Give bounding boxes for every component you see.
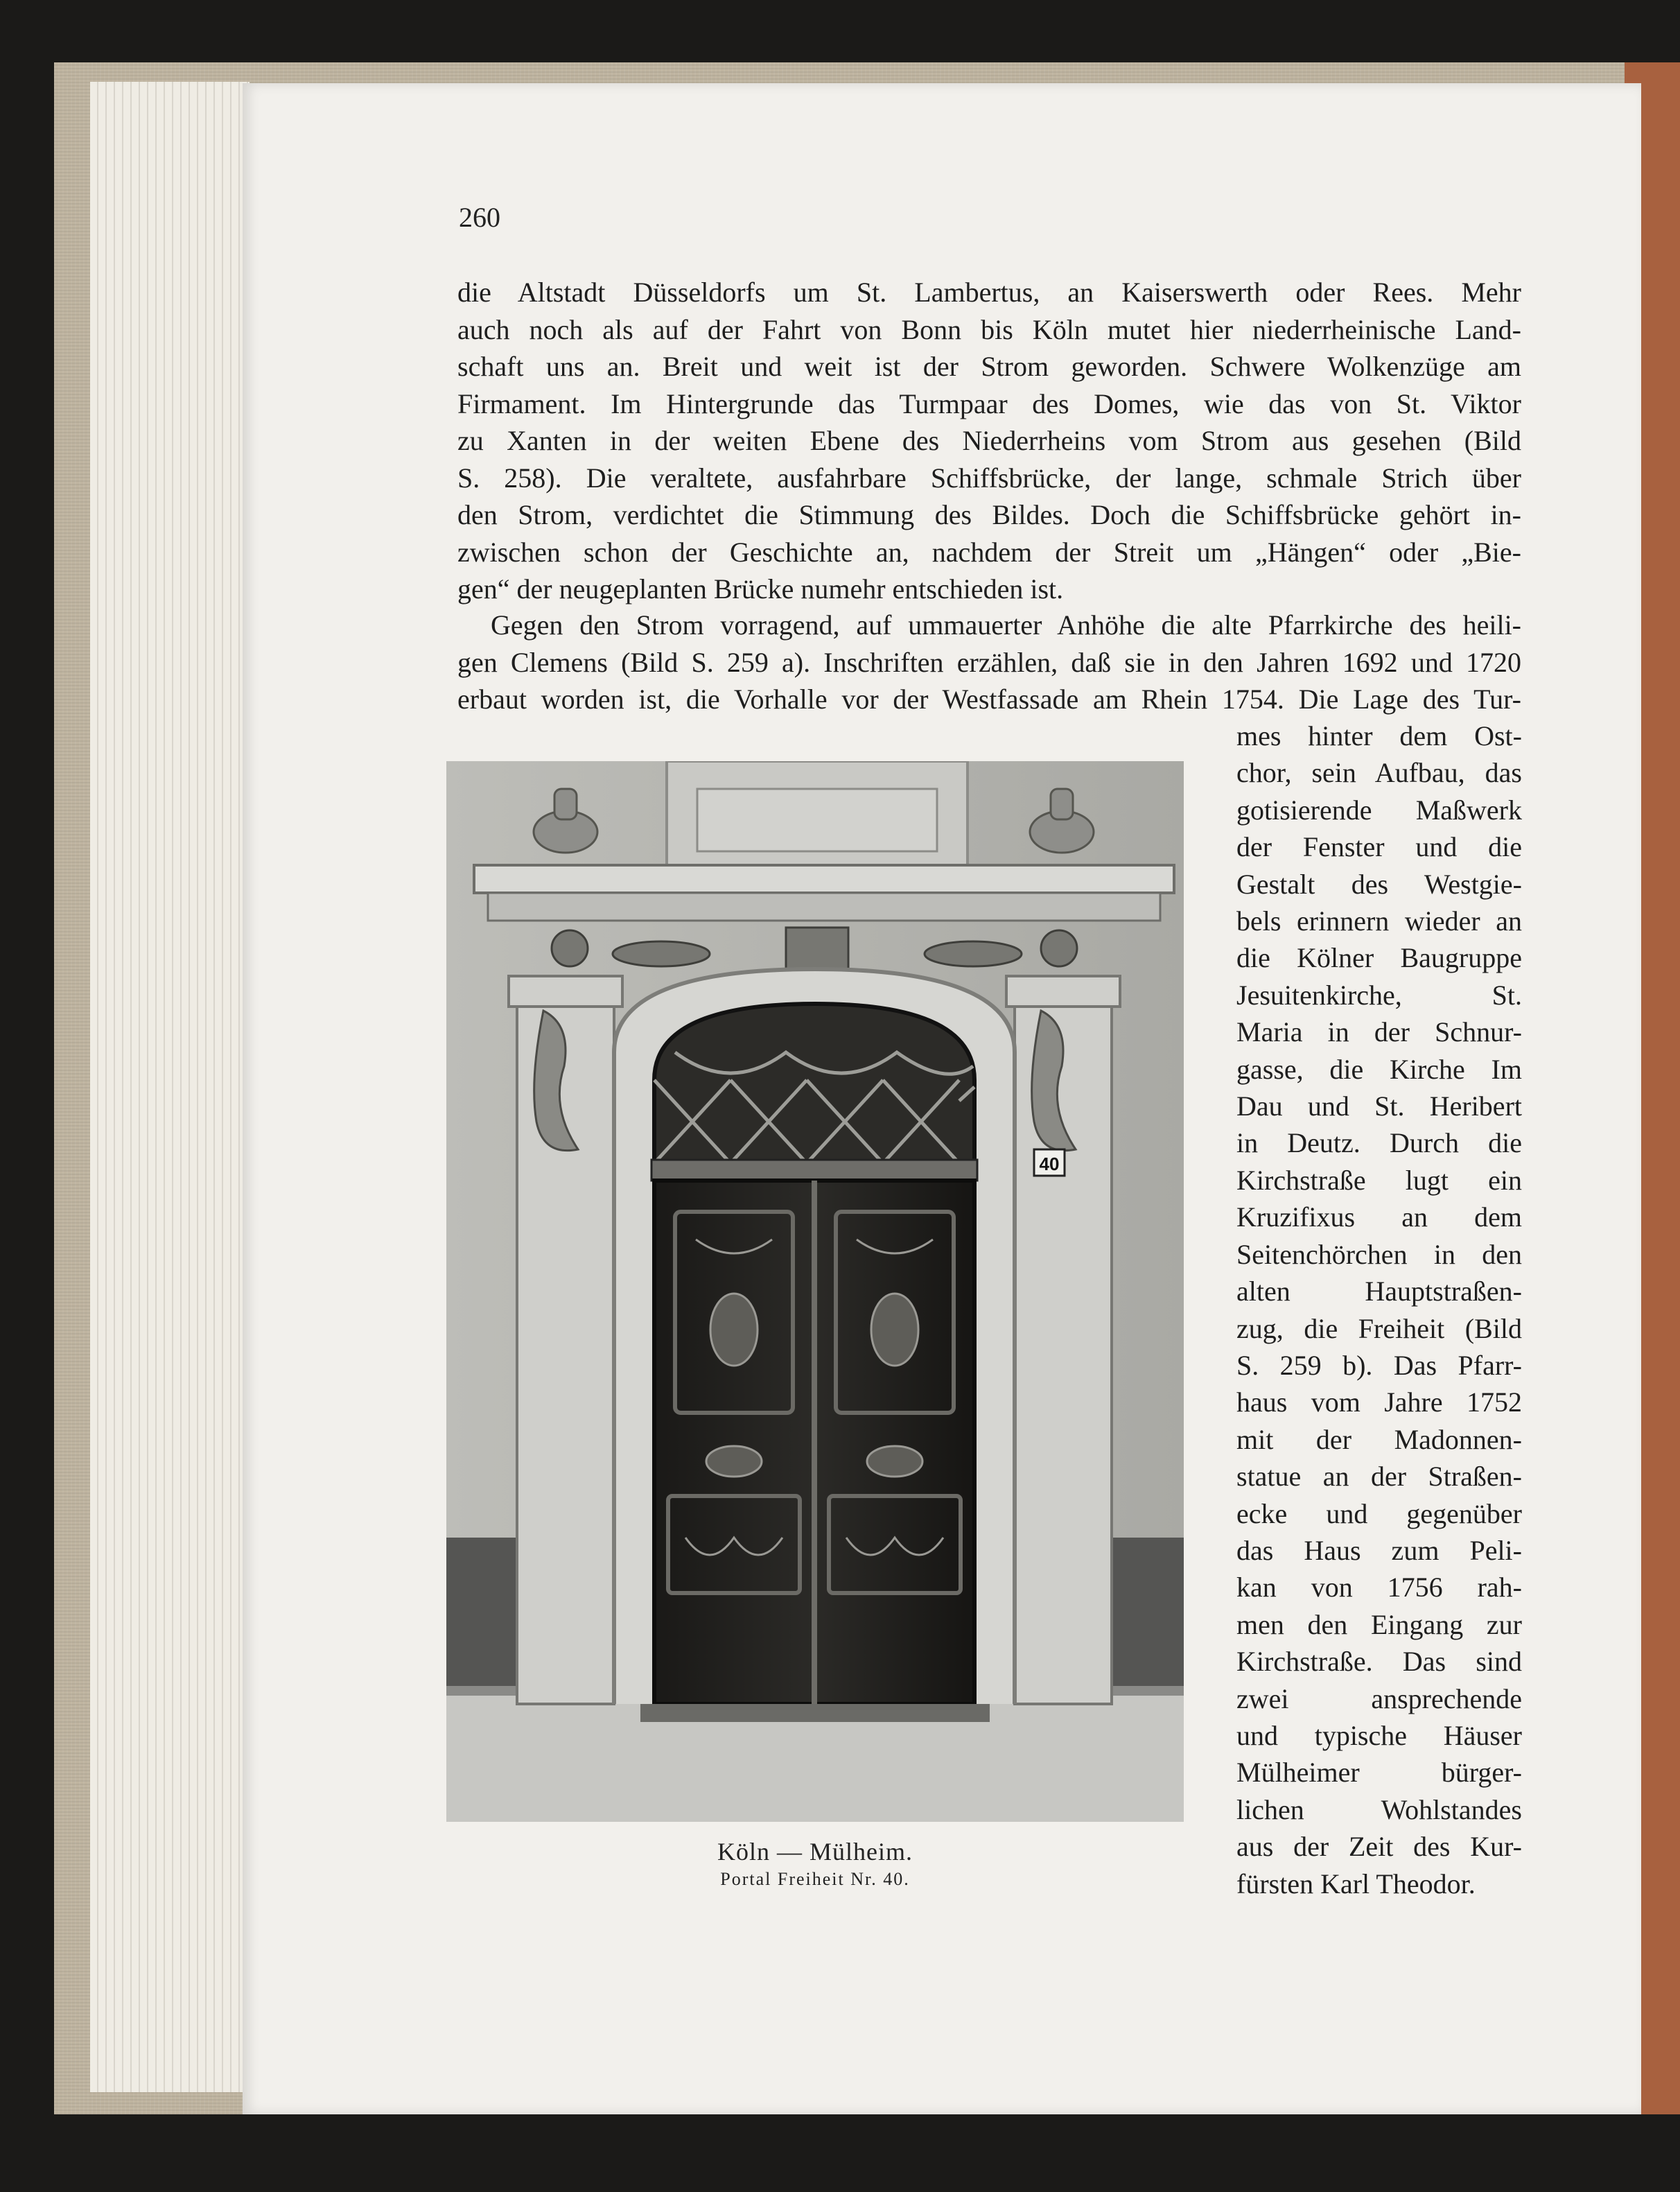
text-line: Firmament. Im Hintergrunde das Turmpaar des Domes, wie das von St. Viktor <box>457 388 1521 419</box>
text-line: erbaut worden ist, die Vorhalle vor der Westfassade am Rhein 1754. Die Lage des Tur- <box>457 684 1521 715</box>
text-line: Maria in der Schnur- <box>1236 1016 1522 1048</box>
text-line: Kruzifixus an dem <box>1236 1201 1522 1233</box>
text-line: Jesuitenkirche, St. <box>1236 979 1522 1011</box>
text-line: Kirchstraße. Das sind <box>1236 1646 1522 1678</box>
text-line: ecke und gegenüber <box>1236 1497 1522 1529</box>
text-line: fürsten Karl Theodor. <box>1236 1868 1476 1899</box>
text-line: men den Eingang zur <box>1236 1608 1522 1640</box>
text-line: Dau und St. Heribert <box>1236 1090 1522 1122</box>
figure-caption-subtitle: Portal Freiheit Nr. 40. <box>720 1869 910 1889</box>
text-line: lichen Wohlstandes <box>1236 1793 1522 1825</box>
text-line: zwischen schon der Geschichte an, nachdem der Streit um „Hängen“ oder „Bie- <box>457 536 1521 568</box>
text-line: mes hinter dem Ost- <box>1236 720 1522 751</box>
text-line: Mülheimer bürger- <box>1236 1757 1522 1789</box>
text-line: der Fenster und die <box>1236 831 1522 863</box>
paragraph-2 <box>457 607 1521 718</box>
text-line: Gegen den Strom vorragend, auf ummauerter Anhöhe die alte Pfarrkirche des heili- <box>491 609 1521 641</box>
text-line: schaft uns an. Breit und weit ist der Strom geworden. Schwere Wolkenzüge am <box>457 351 1521 382</box>
text-line: statue an der Straßen- <box>1236 1461 1522 1493</box>
paragraph-1 <box>457 274 1521 608</box>
text-line: gasse, die Kirche Im <box>1236 1053 1522 1085</box>
text-line: gen Clemens (Bild S. 259 a). Inschriften erzählen, daß sie in den Jahren 1692 und 1720 <box>457 646 1521 678</box>
text-line: alten Hauptstraßen- <box>1236 1276 1522 1307</box>
text-line: in Deutz. Durch die <box>1236 1127 1522 1159</box>
page-number: 260 <box>459 202 500 233</box>
text-line: chor, sein Aufbau, das <box>1236 757 1522 789</box>
text-line: auch noch als auf der Fahrt von Bonn bis Köln mutet hier niederrheinische Land- <box>457 313 1521 345</box>
text-line: kan von 1756 rah- <box>1236 1572 1522 1603</box>
text-line: aus der Zeit des Kur- <box>1236 1831 1522 1863</box>
text-line: zwei ansprechende <box>1236 1682 1522 1714</box>
side-column-text <box>1236 717 1522 1902</box>
text-line: gotisierende Maßwerk <box>1236 794 1522 826</box>
text-line: den Strom, verdichtet die Stimmung des Bildes. Doch die Schiffsbrücke gehört in- <box>457 499 1521 530</box>
portal-photograph <box>446 761 1184 1822</box>
page-stack-edges <box>90 82 250 2092</box>
text-line: zug, die Freiheit (Bild <box>1236 1312 1522 1344</box>
text-line: die Altstadt Düsseldorfs um St. Lambertus, an Kaiserswerth oder Rees. Mehr <box>457 277 1521 308</box>
text-line: mit der Madonnen- <box>1236 1423 1522 1455</box>
text-line: das Haus zum Peli- <box>1236 1534 1522 1566</box>
text-line: S. 259 b). Das Pfarr- <box>1236 1349 1522 1381</box>
house-number-plate: 40 <box>1039 1154 1060 1174</box>
text-line: haus vom Jahre 1752 <box>1236 1386 1522 1418</box>
text-line: Kirchstraße lugt ein <box>1236 1164 1522 1196</box>
text-line: Seitenchörchen in den <box>1236 1238 1522 1270</box>
text-line: Gestalt des Westgie- <box>1236 868 1522 900</box>
text-line: S. 258). Die veraltete, ausfahrbare Schiffsbrücke, der lange, schmale Strich über <box>457 462 1521 494</box>
text-line: und typische Häuser <box>1236 1719 1522 1751</box>
text-line: die Kölner Baugruppe <box>1236 942 1522 974</box>
figure-caption-title: Köln — Mülheim. <box>717 1838 913 1865</box>
text-line: zu Xanten in der weiten Ebene des Niederrheins vom Strom aus gesehen (Bild <box>457 425 1521 456</box>
text-line: gen“ der neugeplanten Brücke numehr entschieden ist. <box>457 573 1064 604</box>
text-line: bels erinnern wieder an <box>1236 905 1522 937</box>
